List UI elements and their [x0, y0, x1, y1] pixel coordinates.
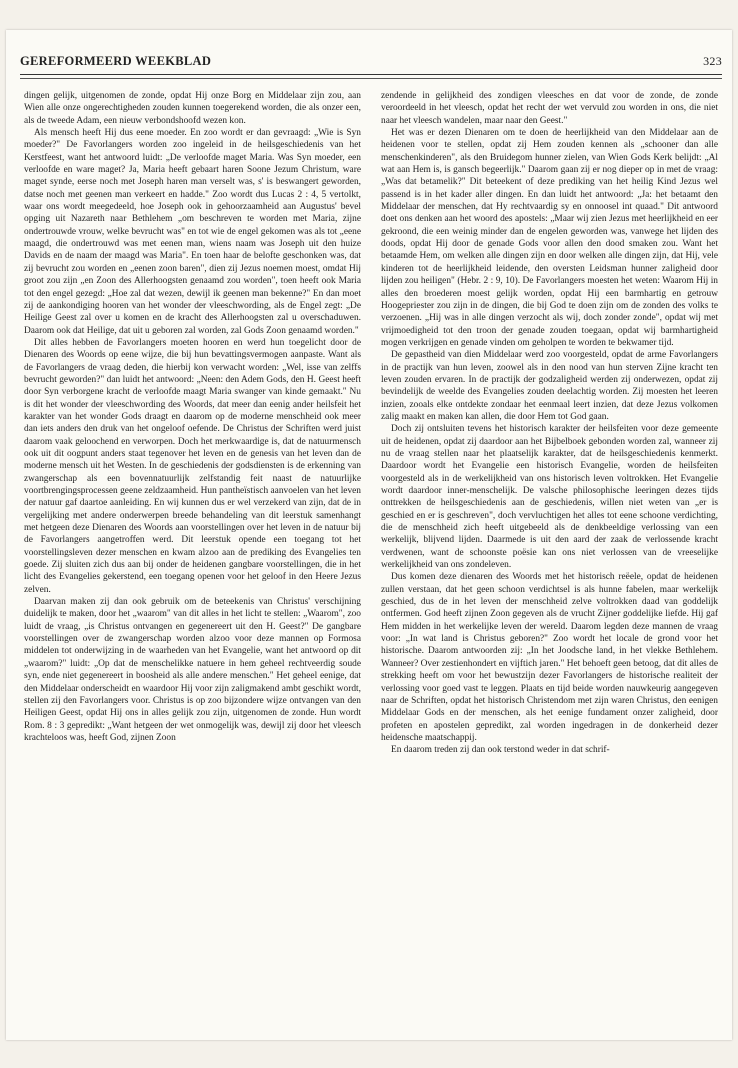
paragraph: zendende in gelijkheid des zondigen vleesches en dat voor de zonde, de zonde veroordeeld in het vleesch, opdat het recht der wet vervuld zou worden in ons, die niet naar het vleesch wandelen, maar naar den Geest." [381, 91, 718, 126]
paragraph: Het was er dezen Dienaren om te doen de heerlijkheid van den Middelaar aan de heidenen voor te stellen, opdat zij Hem zouden kennen als „schooner dan alle menschenkinderen", als den Bruidegom hunner zielen, van Wien Gods Kerk belijdt: „Al wat aan Hem is, is gansch begeerlijk." Daarom gaan zij er nog dieper op in met de vraag: „Was dat betamelik?" Dit beteekent of deze prediking van het heilig Kind Jezus wel passend is in het kader aller dingen. En dan luidt het antwoord: „Ja: het betaamt den Middelaar der menschen, dat Hy rechtvaardig sy en onnoosel int quaad." Dit antwoord doet ons denken aan het woord des apostels: „Maar wij zien Jezus met heerlijkheid en eer gekroond, die een weinig minder dan de engelen geworden was, vanwege het lijden des doods, opdat Hij door de genade Gods voor allen den dood smaken zou. Want het betaamde Hem, om welken alle dingen zijn en door welken alle dingen zijn, dat Hij, vele kinderen tot de heerlijkheid leidende, den oversten Leidsman hunner zaligheid door lijden zou heiligen" (Hebr. 2 : 9, 10). De Favorlangers moesten het weten: Waarom Hij in alles den broederen moest gelijk worden, opdat Hij een barmhartig en getrouw Hoogepriester zou zijn in de dingen, die bij God te doen zijn om de zonden des volks te verzoenen. „Hij was in alle dingen verzocht als wij, doch zonder zonde", opdat wij met vrijmoedigheid tot den troon der genade zouden toegaan, opdat wij barmhartigheid mogen verkrijgen en genade vinden om geholpen te worden te bekwamer tijd. [381, 128, 718, 348]
column-right [381, 90, 718, 1030]
header-rule-thick [20, 74, 722, 75]
paragraph: En daarom treden zij dan ook terstond weder in dat schrif- [391, 745, 610, 756]
header-rule-thin [20, 78, 722, 79]
running-header [20, 54, 722, 74]
paragraph: Dus komen deze dienaren des Woords met het historisch reëele, opdat de heidenen zullen verstaan, dat het geen schoon verdichtsel is als hunne fabelen, maar werkelijk geschied, dus de in het leven der menschheid zelve voltrokken daad van goddelijk ontfermen. God heeft zijnen Zoon gegeven als de vrucht Zijner goddelijke liefde. Hij gaf Hem midden in het werkelijke leven der wereld. Daarom legden deze mannen de vraag voor: „In wat land is Christus geboren?" Zoo wordt het locale de grond voor het historische. Daarom antwoorden zij: „In het Joodsche land, in het vlekke Bethlehem. Wanneer? Over zestienhondert en vijftich jaren." Het behoeft geen betoog, dat dit alles de strekking heeft om voor het bewustzijn dezer Favorlangers de historische realiteit der verlossing voor goed vast te leggen. Plaats en tijd beide worden nauwkeurig aangegeven naar de Schriften, opdat het historisch Christendom met zijn waren Christus, den eenigen Middelaar Gods en der menschen, als het eenige fundament onzer zaligheid, door profeten en apostelen gepredikt, zal worden ingedragen in de donkerheid dezer heidensche maatschappij. [381, 572, 718, 743]
column-left [24, 90, 361, 1030]
paragraph: Doch zij ontsluiten tevens het historisch karakter der heilsfeiten voor deze gemeente uit de heidenen, opdat zij daardoor aan het Bijbelboek gebonden worden zal, wanneer zij nu de vraag stellen naar het plaatselijk karakter, dat de heilsgeschiedenis kenmerkt. Daardoor wordt het Evangelie een historisch Evangelie, worden de heilsfeiten voorgesteld als in de werkelijkheid van ons historisch leven voltrokken. Het Evangelie wordt daardoor inner-menschelijk. De valsche philosophische leeringen dezes tijds onttrekken de heilsgeschiedenis aan de geschiedenis, willen niet weten van „er is geschied en er is geschreven", doch vervluchtigen het alles tot eene schoone verdichting, die de menschheid zich heeft uitgebeeld als de denkbeeldige verlossing van een werkelijk, blijvend lijden. Daarmede is uit den aard der zaak de verlossende kracht verdwenen, want de schoonste poësie kan ons niet verlossen van de vreeselijke werkelijkheid van ons zondeleven. [381, 424, 718, 571]
article-body [24, 90, 718, 1030]
magazine-page [6, 30, 732, 1040]
paragraph: dingen gelijk, uitgenomen de zonde, opdat Hij onze Borg en Middelaar zijn zou, aan Wien alle onze ongerechtigheden zouden kunnen toegerekend worden, die als onzer een, als de tweede Adam, een nieuw verbondshoofd wezen kon. [24, 91, 361, 126]
paragraph: Daarvan maken zij dan ook gebruik om de beteekenis van Christus' verschijning duidelijk te maken, door het „waarom" van dit alles in het licht te stellen: „Waarom", zoo luidt de vraag, „is Christus ontvangen en gegenereert uit den H. Geest?" De gangbare voorstellingen over de zwangerschap worden alzoo voor deze mannen op Formosa middelen tot onderwijzing in de waarheden van het Evangelie, want het antwoord op dit „waarom?" luidt: „Op dat de menschelikke natuere in hem geheel rechtveerdig soude syn, ende niet gegenereert in boosheid als alle andere menschen." Het geheel eenige, dat den Middelaar onderscheidt en waardoor Hij voor zijn zaligmakend ambt geschikt wordt, stellen zij den Favorlangers voor. Christus is op zoo bijzondere wijze ontvangen van den Heiligen Geest, opdat Hij ons in alles gelijk zou zijn, uitgenomen de zonde. Hun wordt Rom. 8 : 3 gepredikt: „Want hetgeen der wet onmogelijk was, dewijl zij door het vleesch krachteloos was, heeft God, zijnen Zoon [24, 597, 361, 743]
paragraph: Dit alles hebben de Favorlangers moeten hooren en werd hun toegelicht door de Dienaren des Woords op eene wijze, die bij hun bevattingsvermogen aanpaste. Want als de Favorlangers de vraag deden, die hierbij kon verwacht worden: „Wel, isse van zelffs bevrucht geworden?" dan luidt het antwoord: „Neen: den Adem Gods, den H. Geest heeft door Syn verborgene kracht de verloofde maagt Maria swanger van kinde gemaakt." Nu is dit het wonder der vleeschwording des Woords, dat meer dan eenig ander heilsfeit het karakter van het wonder Gods draagt en daarom op de moderne menschheid ook meer dan iets anders den druk van het ongeloof oefende. De Christus der Schriften werd juist daarom vaak geloochend en verworpen. Doch het merkwaardige is, dat de natuurmensch ook uit dit oogpunt anders staat tegenover het leven en de genesis van het leven dan de moderne mensch uit het Westen. In de geschiedenis der godsdiensten is de erkenning van zwangerschap als een bovennatuurlijk zelfstandig feit naast de natuurlijke voortbrengingsprocessen geene zeldzaamheid. Hun pantheïstisch aanvoelen van het leven der natuur gaf daartoe aanleiding. En wij kunnen dus er wel verzekerd van zijn, dat de in vergelijking met andere onderwerpen breede behandeling van dit leerstuk samenhangt met hetgeen deze Dienaren des Woords aan voorstellingen over het leven in de natuur bij de Favorlangers aangetroffen werd. Dit leerstuk opende een toegang tot het voorstellingsleven dezer menschen en kwam alzoo aan de prediking des Evangelies ten goede. Zij sluiten zich dus aan bij onder de heidenen gangbare voorstellingen, die in het licht des Evangelies gekerstend, een toegang openen voor het geloof in den Heere Jezus zelven. [24, 337, 361, 595]
paragraph: De gepastheid van dien Middelaar werd zoo voorgesteld, opdat de arme Favorlangers in de practijk van hun leven, zoowel als in den nood van hun sterven Zijne kracht ten leven zouden ervaren. In de practijk der godzaligheid werden zij onderwezen, opdat zij bevindelijk de weelde des Evangelies zouden deelachtig worden. Zij moesten het leeren inzien, zooals elke ontdekte zondaar het eenmaal leert inzien, dat deze Jezus volkomen zalig maakt en maken kan allen, die door Hem tot God gaan. [381, 350, 718, 422]
page-number: 323 [703, 54, 722, 68]
paragraph: Als mensch heeft Hij dus eene moeder. En zoo wordt er dan gevraagd: „Wie is Syn moeder?" De Favorlangers worden zoo ingeleid in de heilsgeschiedenis van het Kerstfeest, want het antwoord luidt: „De verloofde maget Maria. Was Syn moeder, een verloofde en ware maget? Ja, Maria heeft gebaart haren Soone Jezum Christum, ware maget synde, eerse noch met Joseph haren man verselt was, s' is beswangert geworden, datse noch met geenen man verkeert en hadde." Zoo wordt dus Lucas 2 : 4, 5 vertolkt, waar ons wordt meegedeeld, hoe Joseph ook in gehoorzaamheid aan Augustus' bevel opging uit Nazareth naar Bethlehem „om beschreven te worden met Maria, zijne ondertrouwde vrouw, welke bevrucht was" en tot wie de engel gekomen was als tot „eene maagd, die ondertrouwd was met eenen man, wiens naam was Joseph uit den huize Davids en de naam der maagd was Maria". En toen haar de belofte geschonken was, dat zij bevrucht zou worden en „eenen zoon baren", dien zij Jezus noemen moest, omdat Hij groot zou zijn „en Zoon des Allerhoogsten genaamd zou worden", toen heeft ook Maria tot den engel gezegd: „Hoe zal dat wezen, dewijl ik geenen man bekenne?" En dan moet zij de aankondiging hooren van het wonder der vleeschwording, als de Engel zegt: „De Heilige Geest zal over u komen en de kracht des Allerhoogsten zal u overschaduwen. Daarom ook dat Heilige, dat uit u geboren zal worden, zal Gods Zoon genaamd worden." [24, 128, 361, 336]
publication-title: GEREFORMEERD WEEKBLAD [20, 54, 212, 68]
